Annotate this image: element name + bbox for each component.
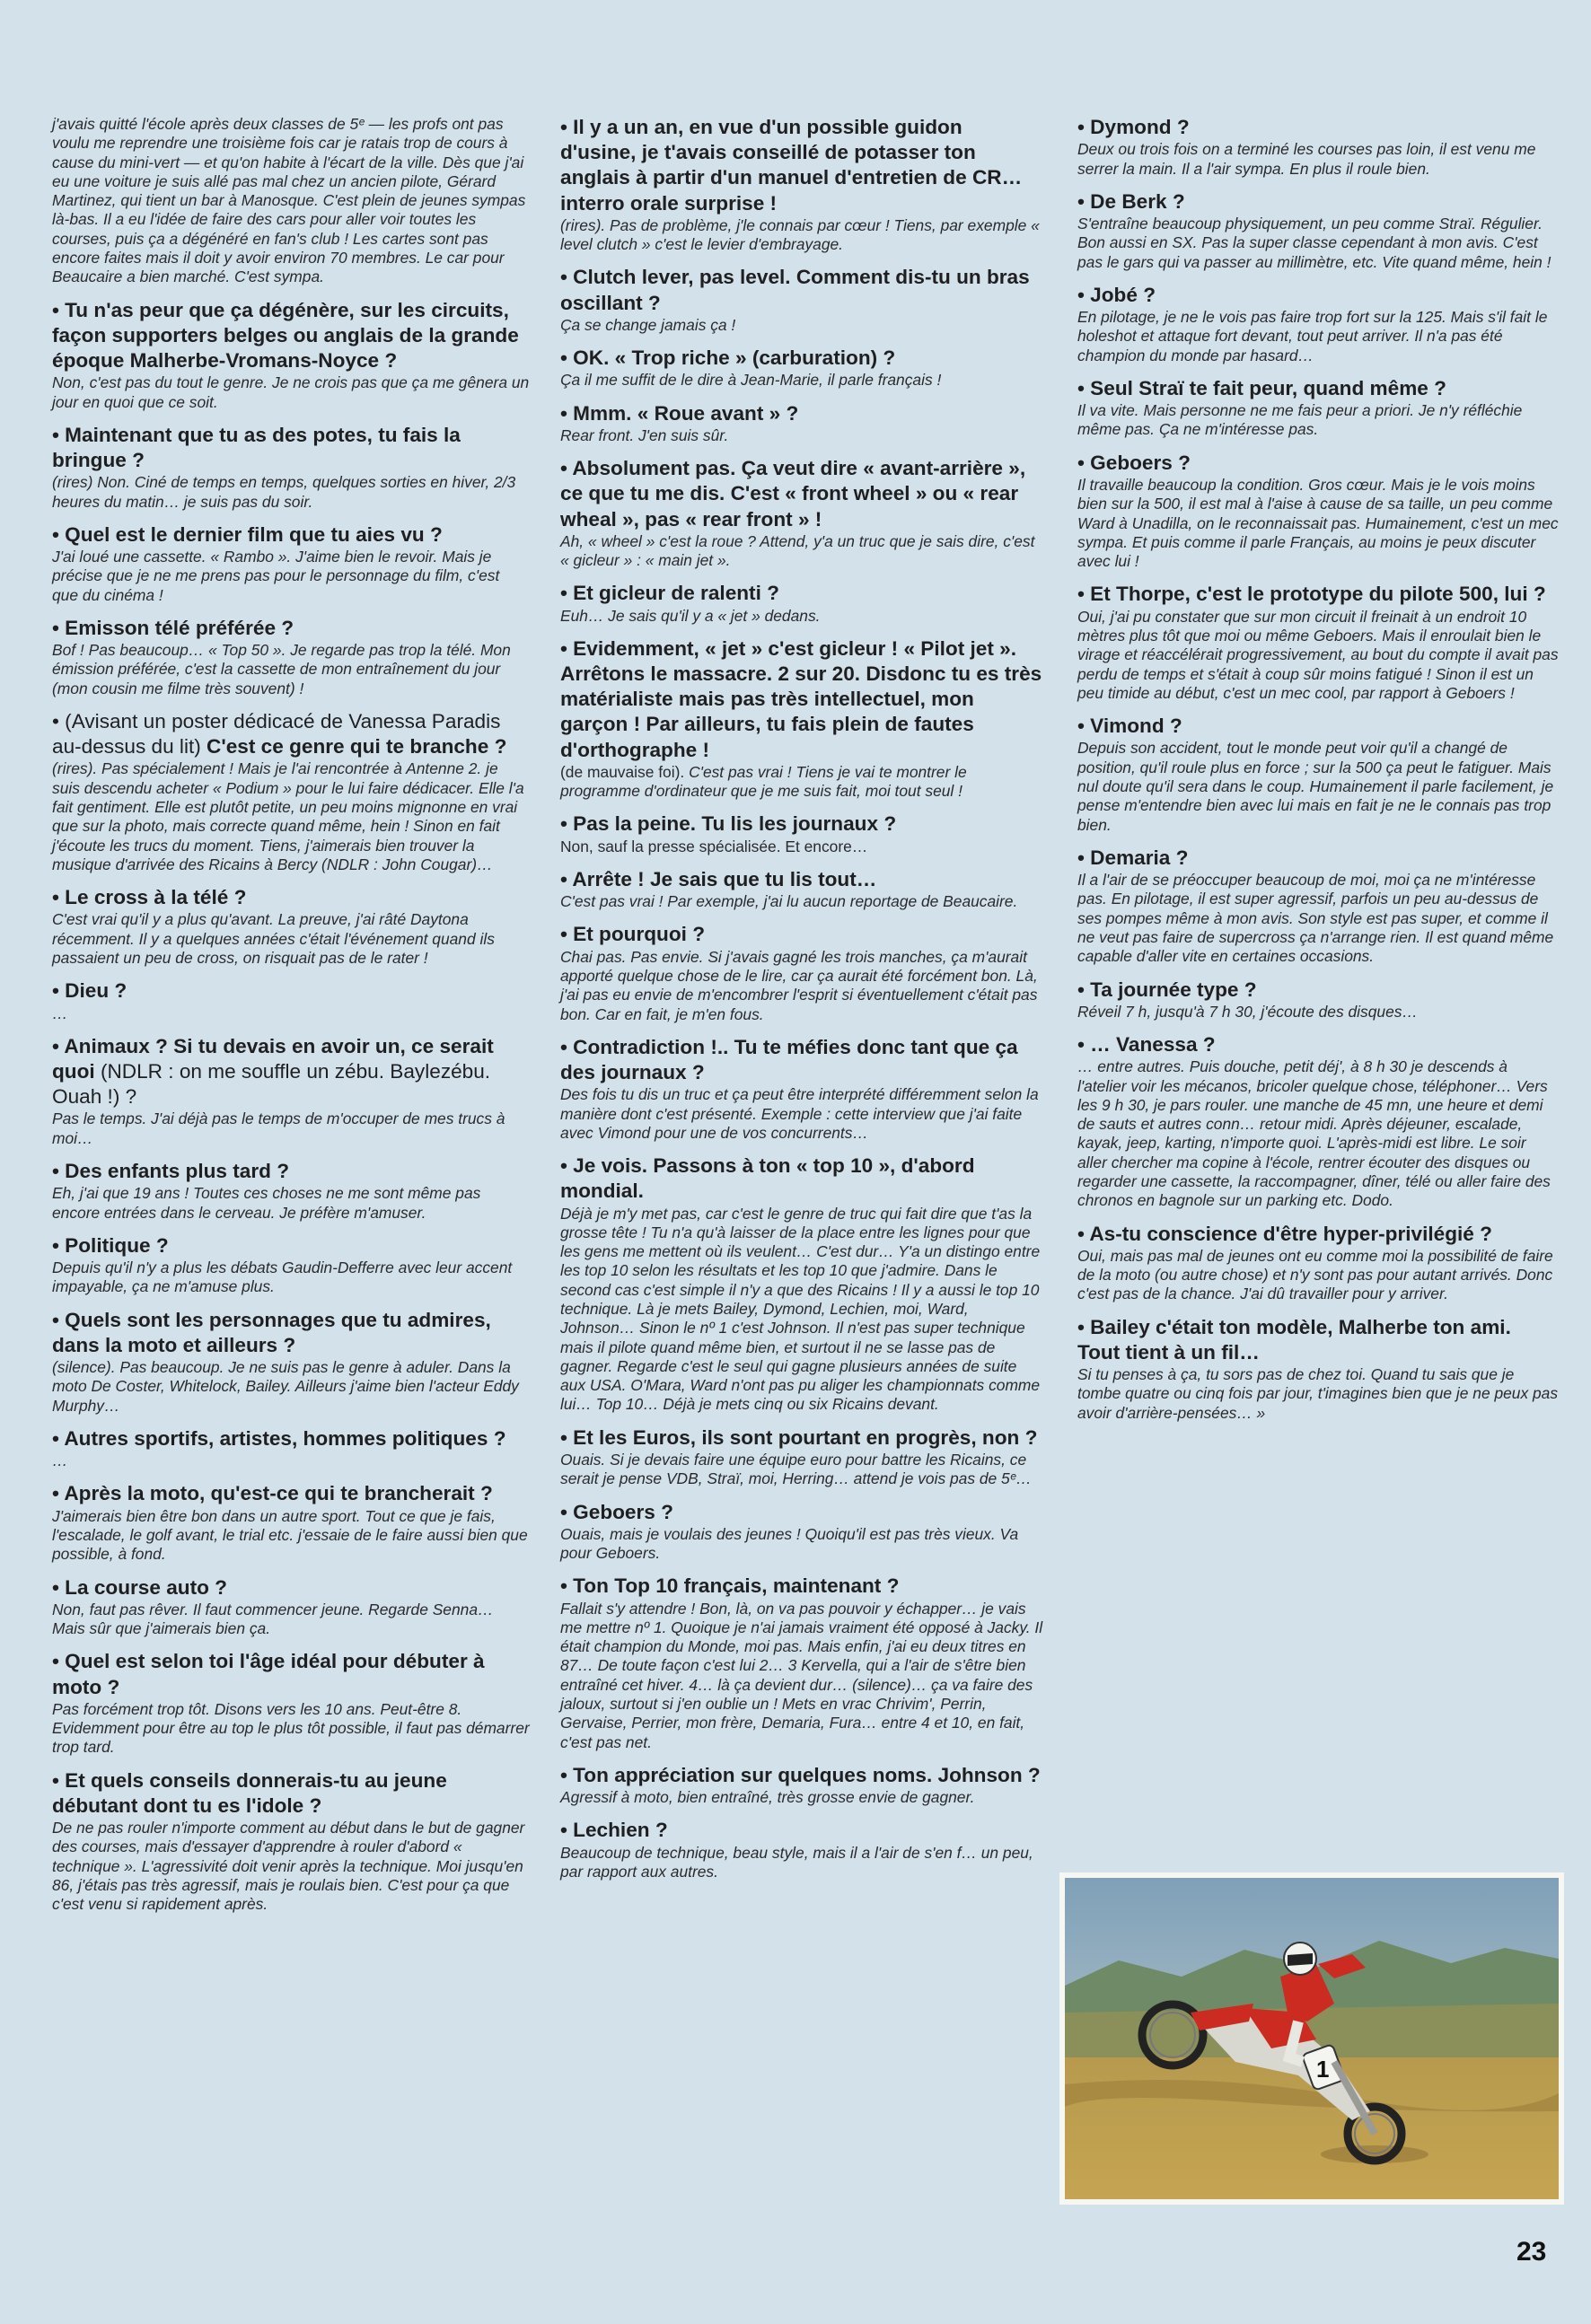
answer [1077,608,1559,703]
qa-block [52,1233,530,1297]
question: • Ta journée type ? [1077,978,1257,1001]
answer [560,426,1043,445]
motocross-photo [1059,1872,1564,2205]
question: • Politique ? [52,1233,169,1257]
answer [560,216,1043,255]
qa-block [52,1481,530,1564]
question: • Clutch lever, pas level. Comment dis-tu un bras oscillant ? [560,266,1030,314]
answer [560,1525,1043,1564]
question [52,1034,530,1110]
question: • Bailey c'était ton modèle, Malherbe ton ami. Tout tient à un fil… [1077,1315,1511,1364]
answer [52,473,530,512]
answer [1077,1247,1559,1304]
answer-text: … [52,1004,68,1022]
answer [52,910,530,968]
question: • Tu n'as peur que ça dégénère, sur les circuits, façon supporters belges ou anglais de la grande époque Malherbe-Vromans-Noyce ? [52,298,519,373]
qa-block [1077,376,1559,440]
question: • Quel est le dernier film que tu aies vu ? [52,522,443,546]
rider-wheelie-illustration [1065,1878,1559,2199]
answer-text: Depuis qu'il n'y a plus les débats Gaudin-Defferre avec leur accent impayable, ça ne m'amuse plus. [52,1258,513,1296]
qa-block [52,616,530,698]
answer-text: Ouais, mais je voulais des jeunes ! Quoiqu'il est pas très vieux. Va pour Geboers. [560,1524,1019,1563]
answer [560,1205,1043,1415]
answer-text: J'aimerais bien être bon dans un autre sport. Tout ce que je fais, l'escalade, le golf avant, le trial etc. j'essaie de le faire aussi bien que possible, à fond. [52,1506,528,1564]
answer [1077,739,1559,834]
qa-block [560,922,1043,1023]
answer-text: Fallait s'y attendre ! Bon, là, on va pas pouvoir y échapper… je vais me mettre nº 1. Quoique je n'ai jamais vraiment été opposé à Jacky. Il était champion du Monde, moi pas. Mais enfin, j'ai eu deux titres en 87… De toute façon c'est lui 2… 3 Kervella, qui a l'air de s'être bien entraîné cet hiver. 4… là ça devient dur… (silence)… ça va faire des jaloux, surtout si j'en oublie un ! Mets en vrac Chrivim', Perrin, Gervaise, Perrier, mon frère, Demaria, Fura… entre 4 et 10, en fait, c'est pas net. [560,1599,1043,1751]
qa-block [52,1308,530,1416]
answer [52,1184,530,1223]
answer [560,1451,1043,1489]
qa-block [560,115,1043,254]
qa-block [1077,1032,1559,1211]
qa-block [560,265,1043,335]
qa-block [1077,1315,1559,1423]
answer-text: C'est vrai qu'il y a plus qu'avant. La preuve, j'ai râté Daytona récemment. Il y a quelques années c'était l'événement quand ils passaient un peu de cross, on risquait pas de le rater ! [52,910,495,968]
question: • Vimond ? [1077,715,1182,738]
answer-text: (rires). Pas spécialement ! Mais je l'ai rencontrée à Antenne 2. je suis descendu acheter « Podium » pour le lui faire dédicacer. Elle l'a fait gentiment. Elle est plutôt petite, un peu moins mignonne en vrai que sur la photo, mais correcte quand même, hein ! Sinon en fait j'écoute les trucs du moment. Tiens, j'aimerais bien trouver la musique d'arrivée des Ricains à Bercy (NDLR : John Cougar)… [52,759,524,873]
page-number: 23 [1516,2237,1547,2267]
qa-block [1077,283,1559,365]
answer [52,1109,530,1148]
answer-text: Pas le temps. J'ai déjà pas le temps de m'occuper de mes trucs à moi… [52,1109,505,1147]
answer-text: Il travaille beaucoup la condition. Gros cœur. Mais je le vois moins bien sur la 500, il est mal à l'aise à cause de sa taille, un peu comme Ward à Unadilla, on le reconnaissait pas. Humainement, c'est un mec sympa. Et puis comme il parle Français, au moins je peux discuter avec lui ! [1077,475,1559,571]
answer-text: j'avais quitté l'école après deux classes de 5ᵉ — les profs ont pas voulu me reprendre une troisième fois car je ratais trop de cours à cause du mini-vert — et qu'on habite à l'écart de la ville. Dès que j'ai eu une voiture je suis allé pas mal chez un ancien pilote, Gérard Martinez, qui tient un bar à Manosque. C'est plein de jeunes sympas là-bas. Il a eu l'idée de faire des cars pour aller voir toutes les courses, puis ça a dégénéré en fan's club ! Les cartes sont pas encore faites mais il doit y avoir environ 70 membres. Le car pour Beaucaire a bien marché. C'est sympa. [52,115,526,286]
question: • De Berk ? [1077,189,1185,213]
answer-text: Si tu penses à ça, tu sors pas de chez toi. Quand tu sais que je tombe quatre ou cinq fois par jour, t'imagines bien que je ne peux pas avoir d'arrière-pensées… » [1077,1365,1559,1422]
answer-text: C'est pas vrai ! Par exemple, j'ai lu aucun reportage de Beaucaire. [560,892,1018,911]
question: • Autres sportifs, artistes, hommes politiques ? [52,1426,506,1450]
qa-block [560,636,1043,802]
qa-block [1077,1222,1559,1304]
answer-text: Euh… Je sais qu'il y a « jet » dedans. [560,606,821,625]
qa-block [560,1763,1043,1808]
answer-text: Deux ou trois fois on a terminé les courses pas loin, il est venu me serrer la main. Il a l'air sympa. En plus il roule bien. [1077,140,1536,178]
answer-text: Agressif à moto, bien entraîné, très grosse envie de gagner. [560,1788,975,1807]
answer-text: (rires) Non. Ciné de temps en temps, quelques sorties en hiver, 2/3 heures du matin… je suis pas du soir. [52,473,516,511]
question: • Arrête ! Je sais que tu lis tout… [560,867,877,890]
answer [560,763,1043,802]
question: • Lechien ? [560,1819,668,1842]
answer [560,1844,1043,1882]
answer [52,759,530,874]
qa-block [52,978,530,1023]
answer [560,607,1043,626]
answer [52,1004,530,1023]
qa-block [52,709,530,874]
qa-block [52,1768,530,1915]
answer-text: Il a l'air de se préoccuper beaucoup de moi, moi ça ne m'intéresse pas. En pilotage, il est super agressif, parfois un peu au-dessus de ses pompes même à mon avis. Son style est pas super, et comme il ne veut pas faire de supercross ça n'arrange rien. Il est quand même capable d'aller vite en certaines occasions. [1077,871,1554,966]
answer [1077,308,1559,365]
answer [1077,1003,1559,1022]
answer [560,1085,1043,1143]
qa-block [560,581,1043,626]
question: • Geboers ? [560,1500,673,1523]
qa-block [560,1425,1043,1489]
answer [52,1358,530,1416]
question: • Dymond ? [1077,116,1190,138]
answer-text: Depuis son accident, tout le monde peut voir qu'il a changé de position, qu'il roule plus en force ; sur la 500 ça peut le fatiguer. Mais nul doute qu'il sera dans le coup. Humainement il parle facilement, je pense m'entendre bien avec lui mais en fait je ne le connais pas trop bien. [1077,739,1554,834]
answer-text: Non, faut pas rêver. Il faut commencer jeune. Regarde Senna… Mais sûr que j'aimerais bien ça. [52,1600,494,1638]
answer [52,641,530,698]
answer [52,1819,530,1914]
qa-block [560,1574,1043,1752]
answer-lead: (de mauvaise foi). [560,762,690,781]
answer [1077,1365,1559,1423]
qa-block [52,1575,530,1639]
answer [52,1258,530,1297]
question: • Quels sont les personnages que tu admires, dans la moto et ailleurs ? [52,1308,491,1356]
answer [560,1788,1043,1807]
qa-block [560,1035,1043,1143]
question: • Quel est selon toi l'âge idéal pour débuter à moto ? [52,1650,485,1698]
column-1 [52,115,530,1925]
qa-block [52,1159,530,1223]
question: • Je vois. Passons à ton « top 10 », d'abord mondial. [560,1154,975,1203]
question: • Après la moto, qu'est-ce qui te brancherait ? [52,1482,493,1505]
question: • Seul Straï te fait peur, quand même ? [1077,376,1446,399]
qa-block [560,867,1043,912]
answer [1077,401,1559,440]
qa-block [52,885,530,968]
answer [560,532,1043,571]
answer-text: Beaucoup de technique, beau style, mais il a l'air de s'en f… un peu, par rapport aux autres. [560,1843,1033,1881]
answer-lead: Non, sauf la presse spécialisée. Et encore… [560,837,868,855]
question: • Et Thorpe, c'est le prototype du pilote 500, lui ? [1077,583,1546,606]
answer-text: … [52,1451,68,1470]
qa-block [560,456,1043,570]
question: • … Vanessa ? [1077,1033,1216,1057]
answer [560,316,1043,335]
answer-text: C'est pas vrai ! Tiens je vai te montrer le programme d'ordinateur que je me suis fait, moi tout seul ! [560,762,967,801]
answer-text: Non, c'est pas du tout le genre. Je ne crois pas que ça me gênera un jour en quoi que ce soit. [52,373,530,411]
answer-text: Ça se change jamais ça ! [560,315,736,334]
qa-block [560,811,1043,856]
qa-block [1077,846,1559,967]
question: • Contradiction !.. Tu te méfies donc tant que ça des journaux ? [560,1035,1018,1084]
answer [1077,476,1559,571]
qa-block [560,401,1043,446]
qa-block [560,1500,1043,1564]
question: • Emisson télé préférée ? [52,616,294,639]
qa-block [560,1153,1043,1415]
column-2 [560,115,1043,1892]
answer [560,1600,1043,1752]
question: • Des enfants plus tard ? [52,1160,290,1183]
answer [1077,871,1559,966]
answer-text: De ne pas rouler n'importe comment au début dans le but de gagner des courses, mais d'essayer d'apprendre à rouler d'abord « technique ». L'agressivité doit venir après la technique. Moi jusqu'en 86, j'étais pas très agressif, mais je roulais bien. C'est pour ça que c'est venu si rapidement après. [52,1819,525,1914]
answer [52,1451,530,1470]
answer-text: Rear front. J'en suis sûr. [560,425,729,444]
answer-text: Des fois tu dis un truc et ça peut être interprété différemment selon la manière dont c'est présenté. Exemple : cette interview que j'ai faite avec Vimond pour une de vos concurrents… [560,1085,1039,1142]
question: • Ton appréciation sur quelques noms. Johnson ? [560,1763,1041,1786]
question-bold: C'est ce genre qui te branche ? [207,735,507,759]
answer-text: Oui, j'ai pu constater que sur mon circuit il freinait à un endroit 10 mètres plus tôt que moi ou même Geboers. Mais il enroulait bien le virage et réaccélérait progressivement, au bout du compte il avait pas perdu de temps et s'était à coup sûr moins fatigué ! Sinon il est un peu timide au début, c'est un mec cool, par rapport à Geboers ! [1077,607,1559,702]
qa-block [1077,582,1559,703]
answer-text: Ah, « wheel » c'est la roue ? Attend, y'a un truc que je sais dire, c'est « gicleur » : « main jet ». [560,531,1035,570]
qa-block [1077,978,1559,1022]
answer-text: J'ai loué une cassette. « Rambo ». J'aime bien le revoir. Mais je précise que je ne me prens pas pour le personnage du film, c'est que du cinéma ! [52,548,500,604]
question: • Absolument pas. Ça veut dire « avant-arrière », ce que tu me dis. C'est « front wheel » ou « rear wheal », pas « rear front » ! [560,457,1026,531]
question: • Dieu ? [52,979,127,1003]
qa-block [52,1426,530,1471]
answer [52,1507,530,1565]
question: • OK. « Trop riche » (carburation) ? [560,346,896,370]
answer [52,1700,530,1758]
answer [560,838,1043,856]
answer-text: … entre autres. Puis douche, petit déj', à 8 h 30 je descends à l'atelier voir les mécanos, bricoler quelque chose, téléphoner… Vers les 9 h 30, je pars rouler. une manche de 45 mn, une heure et demi de sauts et autres conn… retour midi. Après déjeuner, escalade, kayak, jeep, karting, n'importe quoi. L'après-midi est libre. Le soir aller chercher ma copine à l'école, rentrer écouter des disques ou regarder une cassette, la raccompagner, dîner, télé ou aller faire des chronos en bagnole sur un parking etc. Dodo. [1077,1057,1551,1210]
answer [52,548,530,605]
question: • Geboers ? [1077,451,1191,474]
answer [560,948,1043,1024]
question: • La course auto ? [52,1575,227,1599]
question: • Le cross à la télé ? [52,886,247,909]
answer-text: Oui, mais pas mal de jeunes ont eu comme moi la possibilité de faire de la moto (ou autre chose) et n'y sont pas pour autant arrivés. Donc c'est pas de la chance. J'ai dû travailler pour y arriver. [1077,1246,1553,1303]
question: • Jobé ? [1077,283,1156,306]
qa-block [52,423,530,512]
answer-text: En pilotage, je ne le vois pas faire trop fort sur la 125. Mais s'il fait le holeshot et attaque fort devant, tout peut arriver. Il n'a pas été champion du monde par hasard… [1077,308,1548,364]
question: • As-tu conscience d'être hyper-privilégié ? [1077,1222,1492,1245]
answer-text: (silence). Pas beaucoup. Je ne suis pas le genre à aduler. Dans la moto De Coster, Whitelock, Bailey. Ailleurs j'aime bien l'acteur Eddy Murphy… [52,1358,519,1415]
answer [52,115,530,287]
question-bold: • Animaux ? Si tu devais en avoir un, ce serait quoi [52,1034,494,1083]
answer [1077,215,1559,272]
answer-text: Déjà je m'y met pas, car c'est le genre de truc qui fait dire que t'as la grosse tête ! Tu n'a qu'à laisser de la place entre les lignes pour que les gens me mettent où ils veulent… C'est dur… Y'a un distingo entre les top 10 selon les résultats et les top 10 que j'admire. Dans le second cas c'est simple il n'y a que des Ricains ! Il y a aussi le top 10 technique. Là je mets Bailey, Dymond, Lechien, moi, Ward, Johnson… Sinon le nº 1 c'est Johnson. Il n'est pas super technique mais il pilote quand même bien, et surtout il ne se lasse pas de gagner. Regarde c'est le seul qui gagne plusieurs années de suite aux USA. O'Mara, Ward n'ont pas pu aliger les championnats comme lui… Top 10… Déjà je mets cinq ou six Ricains devant. [560,1204,1041,1414]
answer [52,373,530,412]
qa-block [1077,451,1559,572]
qa-block [560,1818,1043,1881]
qa-block [1077,115,1559,179]
qa-block [52,522,530,605]
question: • Et les Euros, ils sont pourtant en progrès, non ? [560,1425,1038,1449]
answer [1077,140,1559,179]
question-aside: (NDLR : on me souffle un zébu. Baylezébu. Ouah !) ? [52,1060,491,1109]
qa-block [1077,189,1559,272]
question: • Maintenant que tu as des potes, tu fais la bringue ? [52,423,461,472]
answer [560,371,1043,390]
answer-text: Ça il me suffit de le dire à Jean-Marie, il parle français ! [560,371,942,390]
qa-block [52,115,530,287]
question: • Ton Top 10 français, maintenant ? [560,1574,900,1598]
answer-text: Bof ! Pas beaucoup… « Top 50 ». Je regarde pas trop la télé. Mon émission préférée, c'est la cassette de mon entraînement du jour (mon cousin me filme très souvent) ! [52,641,511,697]
question: • Et gicleur de ralenti ? [560,582,779,605]
answer-text: Il va vite. Mais personne ne me fais peur a priori. Je n'y réfléchie même pas. Ça ne m'intéresse pas. [1077,401,1523,439]
qa-block [52,298,530,412]
question: • Mmm. « Roue avant » ? [560,401,799,425]
question: • Evidemment, « jet » c'est gicleur ! « Pilot jet ». Arrêtons le massacre. 2 sur 20. Disdonc tu es très matérialiste mais pas très intellectuel, mon garçon ! Par ailleurs, tu fais plein de fautes d'orthographe ! [560,636,1042,761]
column-3 [1077,115,1559,1434]
answer-text: S'entraîne beaucoup physiquement, un peu comme Straï. Régulier. Bon aussi en SX. Pas la super classe cependant à mon avis. C'est pas le gars qui va passer au millimètre, etc. Vite quand même, hein ! [1077,215,1551,271]
answer [1077,1057,1559,1210]
question: • Il y a un an, en vue d'un possible guidon d'usine, je t'avais conseillé de potasser ton anglais à partir d'un manuel d'entretien de CR… interro orale surprise ! [560,116,1023,215]
question: • Demaria ? [1077,846,1189,869]
question [52,709,530,759]
question: • Pas la peine. Tu lis les journaux ? [560,812,897,836]
answer-text: Réveil 7 h, jusqu'à 7 h 30, j'écoute des disques… [1077,1002,1418,1021]
qa-block [1077,714,1559,835]
question-aside: • (Avisant un poster dédicacé de Vanessa Paradis au-dessus du lit) [52,710,501,759]
qa-block [560,346,1043,390]
question: • Et quels conseils donnerais-tu au jeune débutant dont tu es l'idole ? [52,1768,447,1817]
answer-text: Ouais. Si je devais faire une équipe euro pour battre les Ricains, ce serait je pense VDB, Straï, moi, Herring… attend je vois pas de 5ᵉ… [560,1450,1032,1488]
answer-text: (rires). Pas de problème, j'le connais par cœur ! Tiens, par exemple « level clutch » c'est le levier d'embrayage. [560,215,1040,254]
answer-text: Pas forcément trop tôt. Disons vers les 10 ans. Peut-être 8. Evidemment pour être au top le plus tôt possible, il faut pas démarrer trop tard. [52,1699,530,1757]
answer-text: Chai pas. Pas envie. Si j'avais gagné les trois manches, ça m'aurait apporté quelque chose de le lire, car ça aurait été forcément bon. Là, j'ai pas eu envie de m'encombrer l'esprit si éventuellement c'était pas bon. Car en fait, je m'en fous. [560,947,1038,1023]
qa-block [52,1034,530,1148]
qa-block [52,1649,530,1757]
svg-text:1: 1 [1316,2056,1330,2083]
answer [560,892,1043,911]
answer-text: Eh, j'ai que 19 ans ! Toutes ces choses ne me sont même pas encore entrées dans le cerveau. Je préfère m'amuser. [52,1184,481,1222]
question: • Et pourquoi ? [560,923,706,946]
answer [52,1600,530,1639]
